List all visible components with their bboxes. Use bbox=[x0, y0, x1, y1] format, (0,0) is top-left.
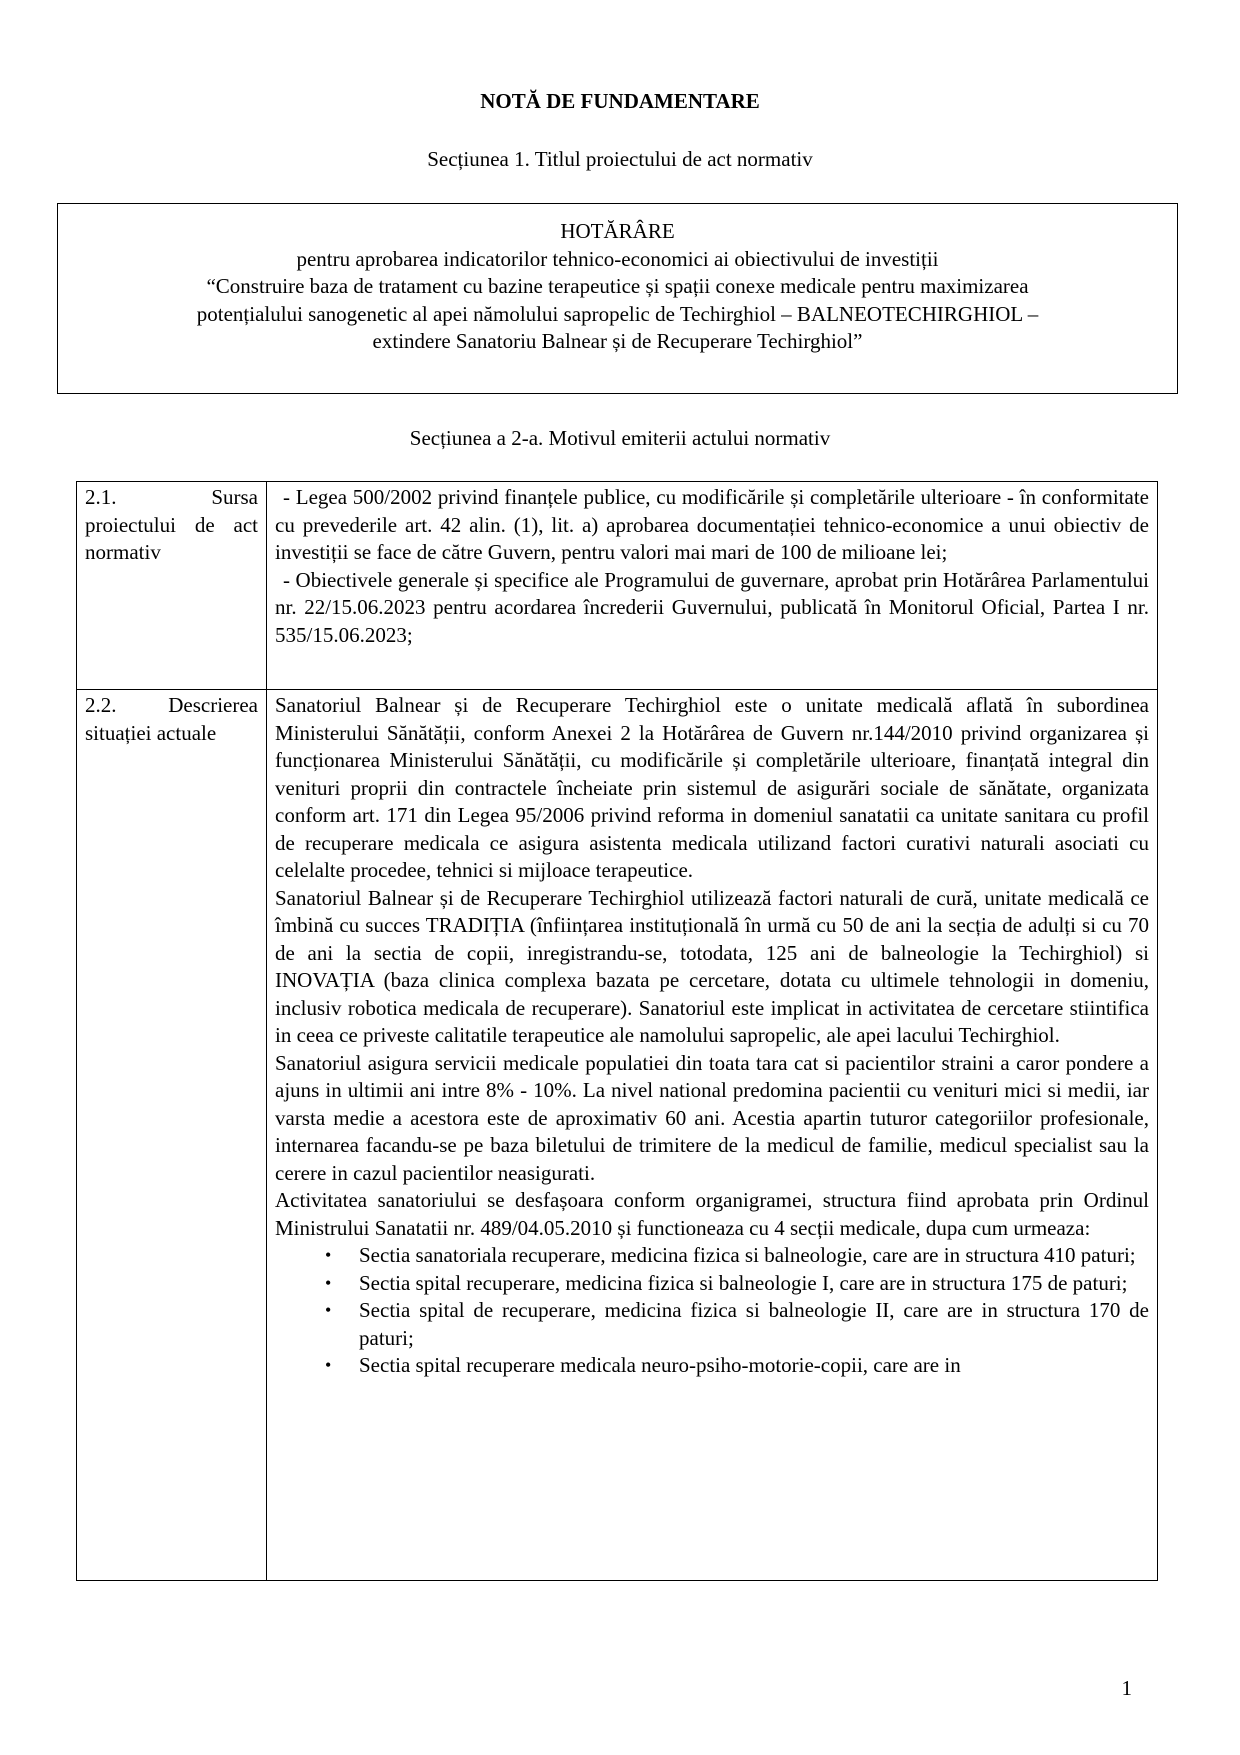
act-type: HOTĂRÂRE bbox=[560, 219, 675, 243]
act-title-line: potențialului sanogenetic al apei nămolului sapropelic de Techirghiol – BALNEOTECHIRGHIOL – bbox=[196, 301, 1039, 326]
list-item bbox=[325, 1352, 1149, 1380]
paragraph: - Obiectivele generale și specifice ale Programului de guvernare, aprobat prin Hotărârea Parlamentului nr. 22/15.06.2023 pentru acordarea încrederii Guvernului, publicată în Monitorul Oficial, Partea I nr. 535/15.06.2023; bbox=[275, 567, 1149, 647]
section-2-heading: Secțiunea a 2-a. Motivul emiterii actului normativ bbox=[409, 426, 831, 450]
bullet-icon: • bbox=[325, 1300, 332, 1320]
motive-table bbox=[76, 481, 1158, 1581]
list-item bbox=[325, 1297, 1149, 1352]
table-row bbox=[77, 482, 1158, 690]
bullet-icon: • bbox=[325, 1355, 332, 1375]
bullet-icon: • bbox=[325, 1245, 332, 1265]
list-item-text: Sectia spital recuperare, medicina fizica si balneologie I, care are in structura 175 de paturi; bbox=[359, 1270, 1128, 1295]
act-title-line: extindere Sanatoriu Balnear și de Recuperare Techirghiol” bbox=[372, 329, 863, 353]
section-1-heading: Secțiunea 1. Titlul proiectului de act normativ bbox=[427, 147, 813, 171]
row-content-cell bbox=[267, 690, 1158, 1581]
act-title-line: “Construire baza de tratament cu bazine terapeutice și spații conexe medicale pentru maximizarea bbox=[206, 274, 1029, 298]
paragraph: - Legea 500/2002 privind finanțele publice, cu modificările și completările ulterioare - în conformitate cu prevederile art. 42 alin. (1), lit. a) aprobarea documentației tehnico-economice a unui obiectiv de investiții se face de către Guvern, pentru valori mai mari de 100 de milioane lei; bbox=[275, 485, 1149, 564]
row-content-cell bbox=[267, 482, 1158, 690]
row-label-cell bbox=[77, 690, 267, 1581]
sections-list bbox=[275, 1242, 1149, 1380]
list-item-text: Sectia sanatoriala recuperare, medicina fizica si balneologie, care are in structura 410 paturi; bbox=[359, 1243, 1136, 1267]
list-item-text: Sectia spital de recuperare, medicina fizica si balneologie II, care are in structura 170 de paturi; bbox=[359, 1298, 1149, 1350]
row-label: 2.2. Descrierea situației actuale bbox=[85, 693, 258, 745]
act-title-box bbox=[57, 203, 1178, 394]
act-title-line: pentru aprobarea indicatorilor tehnico-economici ai obiectivului de investiții bbox=[296, 246, 939, 271]
page-number: 1 bbox=[1121, 1676, 1132, 1700]
paragraph: Sanatoriul asigura servicii medicale populatiei din toata tara cat si pacientilor straini a caror pondere a ajuns in ultimii ani intre 8% - 10%. La nivel national predomina pacientii cu venituri mici si medii, iar varsta medie a acestora este de aproximativ 60 ani. Acestia apartin tuturor categoriilor profesionale, internarea facandu-se pe baza biletului de trimitere de la medicul de familie, medicul specialist sau la cerere in cazul pacientilor neasigurati. bbox=[275, 1050, 1149, 1185]
document-title: NOTĂ DE FUNDAMENTARE bbox=[480, 89, 760, 113]
row-label: 2.1. Sursa proiectului de act normativ bbox=[85, 485, 258, 564]
paragraph: Sanatoriul Balnear și de Recuperare Techirghiol este o unitate medicală aflată în subordinea Ministerului Sănătății, conform Anexei 2 la Hotărârea de Guvern nr.144/2010 privind organizarea și funcționarea Ministerului Sănătății, cu modificările și completările ulterioare, finanțată integral din venituri proprii din contractele încheiate prin sistemul de asigurări sociale de sănătate, organizata conform art. 171 din Legea 95/2006 privind reforma in domeniul sanatatii ca unitate sanitara cu profil de recuperare medicala ce asigura asistenta medicala utilizand factori curativi naturali asociati cu celelalte procedee, tehnici si mijloace terapeutice. bbox=[275, 693, 1149, 882]
paragraph: Activitatea sanatoriului se desfașoara conform organigramei, structura fiind aprobata prin Ordinul Ministrului Sanatatii nr. 489/04.05.2010 și functioneaza cu 4 secții medicale, dupa cum urmeaza: bbox=[275, 1188, 1149, 1240]
paragraph: Sanatoriul Balnear și de Recuperare Techirghiol utilizează factori naturali de cură, unitate medicală ce îmbină cu succes TRADIȚIA (înființarea instituțională în urmă cu 50 de ani la secția de adulți si cu 70 de ani la sectia de copii, inregistrandu-se, totodata, 125 ani de balneologie la Techirghiol) si INOVAȚIA (baza clinica complexa bazata pe cercetare, dotata cu ultimele tehnologii in domeniu, inclusiv robotica medicala de recuperare). Sanatoriul este implicat in activitatea de cercetare stiintifica in ceea ce priveste calitatile terapeutice ale namolului sapropelic, ale apei lacului Techirghiol. bbox=[275, 885, 1149, 1047]
list-item bbox=[325, 1242, 1149, 1270]
list-item bbox=[325, 1270, 1149, 1298]
table-row bbox=[77, 690, 1158, 1581]
bullet-icon: • bbox=[325, 1272, 332, 1293]
row-label-cell bbox=[77, 482, 267, 690]
list-item-text: Sectia spital recuperare medicala neuro-psiho-motorie-copii, care are in bbox=[359, 1353, 961, 1377]
